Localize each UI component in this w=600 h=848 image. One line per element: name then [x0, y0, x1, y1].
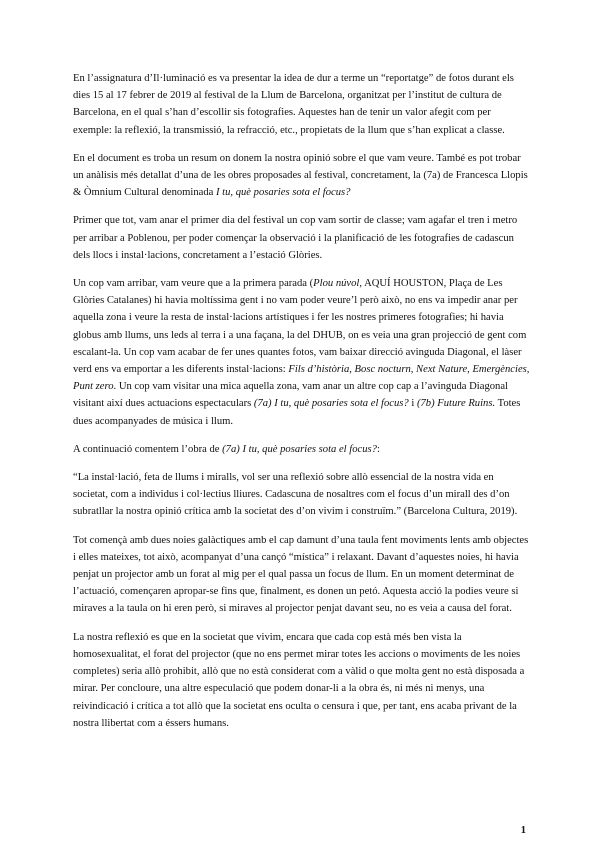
- artwork-title: I tu, què posaries sota el focus?: [216, 187, 351, 199]
- page-number: 1: [520, 825, 526, 836]
- artwork-title: (7a) I tu, què posaries sota el focus?: [253, 398, 409, 410]
- text-run: . Un cop vam visitar una mica aquella zona, vam anar un altre cop cap a l’avinguda Diagonal visitant així dues actuacions espectaculars: [73, 381, 508, 410]
- text-run: La nostra reflexió es que en la societat que vivim, encara que cada cop està més ben vista la homosexualitat, el forat del projector (que no ens permet mirar totes les accions o moviments de les noies completes) seria allò prohibit, allò que no està considerat com a vàlid o que molta gent no està disposada a mirar. Per concloure, una altre especulació que podem donar-li a la obra és, ni més ni menys, una reivindicació i crítica a tot allò que la societat ens oculta o censura i que, per tant, ens acaba privant de la nostra llibertat com a éssers humans.: [73, 631, 525, 729]
- text-run: Primer que tot, vam anar el primer dia del festival un cop vam sortir de classe; vam agafar el tren i metro per arribar a Poblenou, per poder començar la observació i la planificació de les fotografies de cadascun dels llocs i instal·lacions, concretament a l’estació Glòries.: [73, 215, 518, 261]
- artwork-title: (7b) Future Ruins.: [416, 398, 496, 410]
- paragraph-arrival: [73, 275, 531, 430]
- artwork-title: Plou núvol: [313, 278, 360, 290]
- text-run: :: [376, 443, 380, 455]
- text-run: Un cop vam arribar, vam veure que a la primera parada (: [73, 278, 314, 290]
- text-run: , AQUÍ HOUSTON, Plaça de Les Glòries Catalanes) hi havia moltíssima gent i no vam poder veure’l però això, no ens va impedir anar per aquella zona i veure la resta de instal·lacions artístiques i fer les nostres primeres fotografies; hi havia globus amb llums, uns leds al terra i a una façana, la del DHUB, on es veia una gran projecció de gent com escalant-la. Un cop vam acabar de fer unes quantes fotos, vam baixar direcció avinguda Diagonal, el làser verd ens va emportar a les diferents instal·lacions:: [73, 278, 527, 376]
- text-run: En el document es troba un resum on donem la nostra opinió sobre el que vam veure. També es pot trobar un anàlisis més detallat d’una de les obres proposades al festival, concretament, la (7a) de Francesca Llopis & Òmnium Cultural denominada: [73, 152, 528, 199]
- paragraph-next-comment: [73, 441, 531, 458]
- artwork-title: (7a) I tu, què posaries sota el focus?: [222, 443, 377, 455]
- text-run: A continuació comentem l’obra de: [73, 443, 223, 455]
- artwork-list: Fils d’història, Bosc nocturn, Next Nature, Emergències, Punt zero: [73, 364, 530, 393]
- paragraph-summary: [73, 150, 531, 202]
- paragraph-quote: [73, 469, 531, 521]
- text-run: En l’assignatura d’Il·luminació es va presentar la idea de dur a terme un “reportatge” de fotos durant els dies 15 al 17 febrer de 2019 al festival de la Llum de Barcelona, organitzat per l’institut de cultura de Barcelona, en el qual s’han d’escollir sis fotografies. Aquestes han de tenir un valor afegit com per exemple: la reflexió, la transmissió, la refracció, etc., propietats de la llum que s’han explicat a classe.: [73, 73, 514, 136]
- quote-text: “La instal·lació, feta de llums i miralls, vol ser una reflexió sobre allò essencial de la nostra vida en societat, com a individus i col·lectius lliures. Cadascuna de nosaltres com el focus d’un mirall des d’on subratllar la nostra opinió crítica amb la societat des d’on vivim i construïm.” (Barcelona Cultura, 2019).: [73, 472, 518, 518]
- document-body: [73, 70, 531, 743]
- paragraph-first-day: [73, 212, 531, 264]
- paragraph-reflection: [73, 629, 531, 732]
- text-run: i: [408, 398, 417, 410]
- paragraph-description: [73, 532, 531, 618]
- text-run: Tot començà amb dues noies galàctiques amb el cap damunt d’una taula fent moviments lents amb objectes i elles mateixes, tot això, acompanyat d’una cançó “mística” i relaxant. Davant d’aquestes noies, hi havia penjat un projector amb un forat al mig per el qual passa un focus de llum. En un moment determinat de l’actuació, començaren apropar-se fins que, finalment, es donen un petó. Aquesta acció la podies veure si miraves a la taula on hi eren però, si miraves al projector penjat davant seu, no es veia a causa del forat.: [73, 534, 529, 615]
- text-run: Totes dues acompanyades de música i llum.: [73, 398, 521, 427]
- paragraph-intro: [73, 70, 531, 139]
